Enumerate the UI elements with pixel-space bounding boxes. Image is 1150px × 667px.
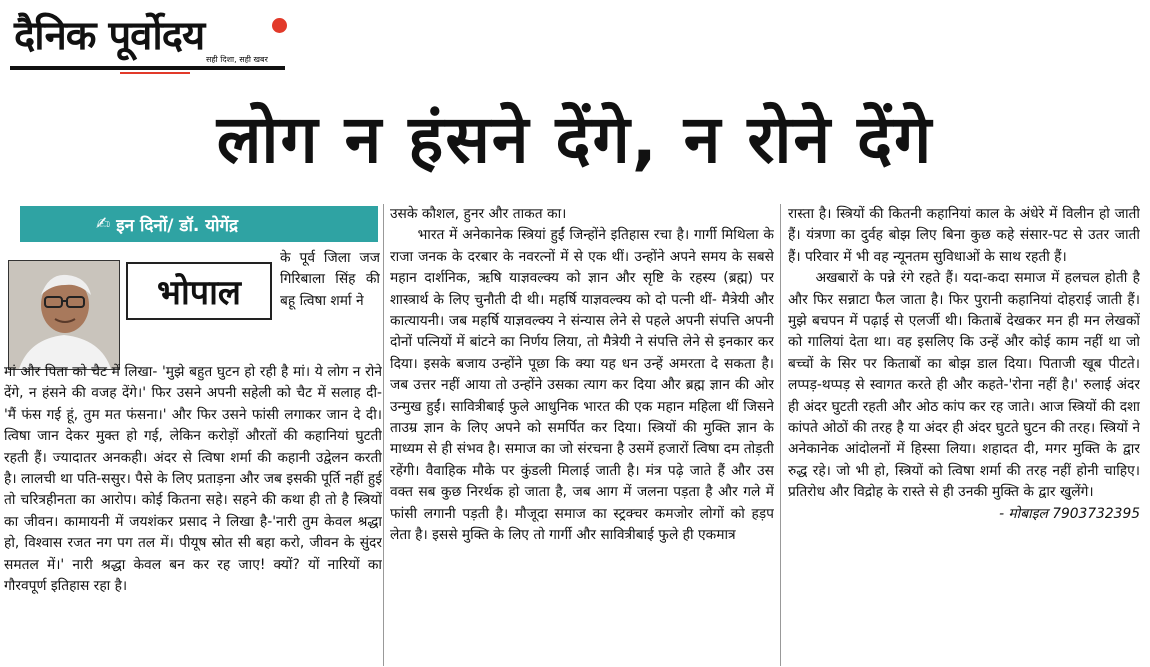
- column-label: इन दिनों/ डॉ. योगेंद्र: [116, 215, 239, 236]
- author-photo: [8, 260, 120, 370]
- author-mobile: - मोबाइल 7903732395: [999, 505, 1140, 522]
- newspaper-name: दैनिक पूर्वोदय: [14, 13, 205, 59]
- column-2: [390, 204, 774, 667]
- article-paragraph: उसके कौशल, हुनर और ताकत का।: [390, 206, 567, 222]
- masthead: [10, 6, 290, 72]
- masthead-accent: [120, 72, 190, 74]
- column-label-bar: [20, 206, 378, 242]
- headline: लोग न हंसने देंगे, न रोने देंगे: [216, 101, 934, 178]
- dateline: भोपाल: [126, 262, 272, 320]
- author-portrait: [9, 261, 119, 369]
- newspaper-tagline: सही दिशा, सही खबर: [206, 55, 268, 64]
- column-1-top: [280, 248, 380, 362]
- column-divider: [383, 204, 384, 666]
- column-1: [4, 362, 382, 667]
- article-paragraph: रास्ता है। स्त्रियों की कितनी कहानियां काल के अंधेरे में विलीन हो जाती हैं। यंत्रणा का दुर्वह बोझ लिए बिना कुछ कहे संसार-पट से उतर जाती हैं। परिवार में भी वह न्यूनतम सुविधाओं के साथ रहती हैं।: [788, 206, 1140, 265]
- article-paragraph: मां और पिता को चैट में लिखा- 'मुझे बहुत घुटन हो रही है मां। ये लोग न रोने देंगे, न हंसने की वजह देंगे।' फिर उसने अपनी सहेली को चैट में सलाह दी- 'मैं फंस गई हूं, तुम मत फंसना।' और फिर उसने फांसी लगाकर जान दे दी। त्विषा जान देकर मुक्त हो गई, लेकिन करोड़ों औरतों की कहानियां घुटती रहती हैं। ज्यादातर अनकही। अंदर से त्विषा शर्मा की कहानी उद्वेलन करती है। लालची था पति-ससुर। पैसे के लिए प्रताड़ना और जब इसकी पूर्ति नहीं हुई तो चरित्रहीनता का आरोप। कोई कितना सहे। सहने की कथा ही तो है स्त्रियों का जीवन। कामायनी में जयशंकर प्रसाद ने लिखा है-'नारी तुम केवल श्रद्धा हो, विश्वास रजत नग पग तल में। पीयूष स्रोत सी बहा करो, जीवन के सुंदर समतल में।' नारी श्रद्धा केवल बन कर रह जाए! क्यों? यों नारियों का गौरवपूर्ण इतिहास रहा है।: [4, 364, 382, 595]
- logo-dot-icon: [272, 18, 287, 33]
- pen-icon: ✍: [96, 214, 111, 234]
- article-paragraph: अखबारों के पन्ने रंगे रहते हैं। यदा-कदा समाज में हलचल होती है और फिर सन्नाटा फैल जाता है। फिर पुरानी कहानियां दोहराई जाती हैं। मुझे बचपन में पढ़ाई से एलर्जी थी। किताबें देखकर मन ही मन लेखकों को गालियां देता था। वह इसलिए कि उन्हें और कोई काम नहीं था जो बच्चों के सिर पर किताबों का बोझ डाल दिया। पिताजी खूब पीटते। लप्पड़-थप्पड़ से स्वागत करते ही और कहते-'रोना नहीं है।' रुलाई अंदर ही अंदर घुटती रहती और ओठ कांप कर रह जाते। आज स्त्रियों की दशा कांपते ओठों की तरह है या अंदर ही अंदर घुटते घुटन की तरह। स्त्रियों ने अनेकानेक आंदोलनों में हिस्सा लिया। शहादत दी, मगर मुक्ति के द्वार रुद्ध रहे। जो भी हो, स्त्रियों को त्विषा शर्मा की तरह नहीं होनी चाहिए। प्रतिरोध और विद्रोह के रास्ते से ही उनकी मुक्ति के द्वार खुलेंगे।: [788, 270, 1140, 501]
- article-paragraph: भारत में अनेकानेक स्त्रियां हुईं जिन्होंने इतिहास रचा है। गार्गी मिथिला के राजा जनक के दरबार के नवरत्नों में से एक थीं। उन्होंने अपने समय के सबसे महान दार्शनिक, ऋषि याज्ञवल्क्य को ज्ञान और सृष्टि के रहस्य (ब्रह्म) पर शास्त्रार्थ के लिए चुनौती दी थी। महर्षि याज्ञवल्क्य को दो पत्नी थीं- मैत्रेयी और कात्यायनी। जब महर्षि याज्ञवल्क्य ने संन्यास लेने से पहले अपनी संपत्ति अपनी दोनों पत्नियों में बांटने का निर्णय लिया, तो मैत्रेयी ने संपत्ति लेने से इनकार कर दिया। इसके बजाय उन्होंने पूछा कि क्या यह धन उन्हें अमरता दे सकता है। जब उत्तर नहीं आया तो उन्होंने उसका त्याग कर दिया और ब्रह्म ज्ञान की ओर उन्मुख हुईं। सावित्रीबाई फुले आधुनिक भारत की एक महान महिला थीं जिसने ताउम्र ज्ञान के लिए अपने को समर्पित कर दिया। स्त्रियों की मुक्ति ज्ञान के माध्यम से ही संभव है। समाज का जो संरचना है उसमें हजारों त्विषा दम तोड़ती रहेंगी। वैवाहिक मौके पर कुंडली मिलाई जाती है। मंत्र पढ़े जाते हैं और उस वक्त सब कुछ निरर्थक हो जाता है, जब आग में जलना पड़ता है और गले में फांसी लगानी पड़ती है। मौजूदा समाज का स्ट्रक्चर कमजोर लोगों को हड़प लेता है। इससे मुक्ति के लिए तो गार्गी और सावित्रीबाई फुले ही एकमात्र: [390, 227, 774, 544]
- article-paragraph: के पूर्व जिला जज गिरिबाला सिंह की बहू त्विषा शर्मा ने: [280, 250, 380, 309]
- column-divider: [780, 204, 781, 666]
- masthead-rule: [10, 66, 285, 70]
- column-3: [788, 204, 1140, 667]
